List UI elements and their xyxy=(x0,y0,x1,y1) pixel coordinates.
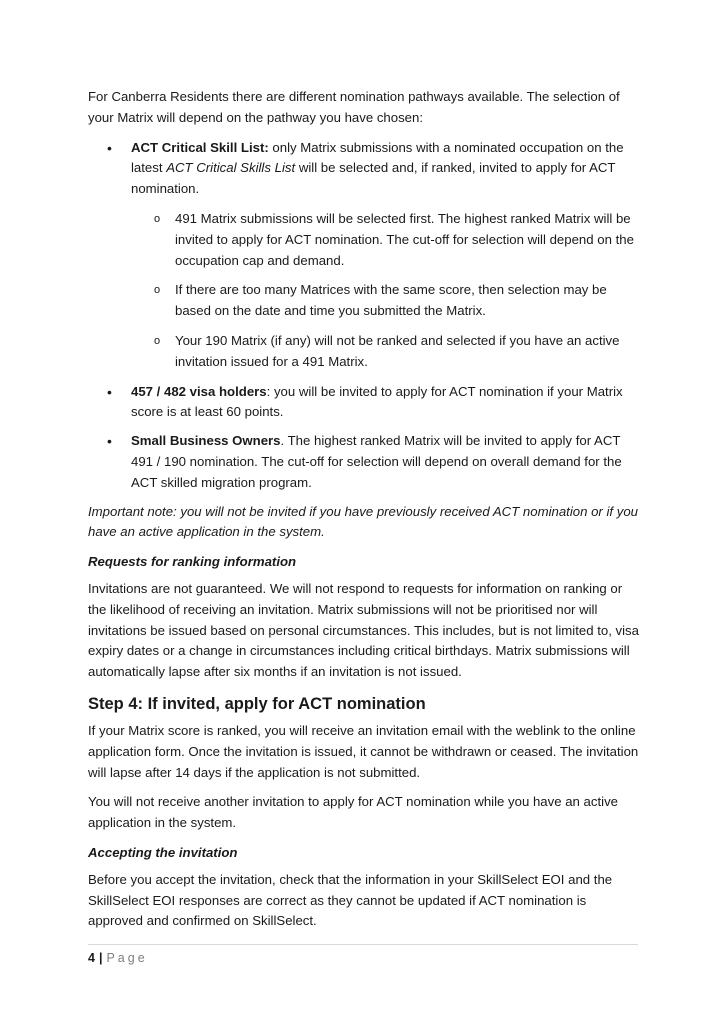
pathway-title: Small Business Owners xyxy=(131,433,281,449)
pathway-title: ACT Critical Skill List: xyxy=(131,139,269,155)
page-footer xyxy=(88,950,148,966)
step4-heading: Step 4: If invited, apply for ACT nomination xyxy=(88,694,426,713)
pathway-text: . The highest ranked Matrix will be invited to apply for ACT 491 / 190 nomination. The cut-off for selection will depend on overall demand for the ACT skilled migration program. xyxy=(131,433,622,490)
critical-skill-sublist xyxy=(131,209,640,373)
ranking-heading: Requests for ranking information xyxy=(88,554,297,570)
page-content xyxy=(88,87,640,941)
pathway-text: only Matrix submissions with a nominated occupation on the latest xyxy=(131,139,624,176)
pathway-title: 457 / 482 visa holders xyxy=(131,383,267,399)
sub-item: o Your 190 Matrix (if any) will not be ranked and selected if you have an active invitation issued for a 491 Matrix. xyxy=(131,331,640,373)
pathway-critical-skill xyxy=(88,138,640,373)
important-note: Important note: you will not be invited if you have previously received ACT nomination or if you have an active application in the system. xyxy=(88,503,639,540)
accepting-heading: Accepting the invitation xyxy=(88,844,238,860)
page-number: 4 xyxy=(88,951,95,965)
page-label: Page xyxy=(106,951,148,965)
sub-item: o 491 Matrix submissions will be selected first. The highest ranked Matrix will be invited to apply for ACT nomination. The cut-off for selection will depend on the occupation cap and demand. xyxy=(131,209,640,271)
footer-divider xyxy=(88,944,638,945)
intro-paragraph: For Canberra Residents there are different nomination pathways available. The selection of your Matrix will depend on the pathway you have chosen: xyxy=(88,89,620,125)
critical-skills-list-name: ACT Critical Skills List xyxy=(166,160,296,176)
pathway-text: will be selected and, if ranked, invited to apply for ACT nomination. xyxy=(131,160,616,197)
ranking-paragraph: Invitations are not guaranteed. We will not respond to requests for information on ranking or the likelihood of receiving an invitation. Matrix submissions will not be prioritised nor will invitations be issued based on personal circumstances. This includes, but is not limited to, visa expiry dates or a change in circumstances including critical birthdays. Matrix submissions will automatically lapse after six months if an invitation is not issued. xyxy=(88,580,639,680)
accepting-paragraph: Before you accept the invitation, check that the information in your SkillSelect EOI and the SkillSelect EOI responses are correct as they cannot be updated if ACT nomination is approved and confirmed on SkillSelect. xyxy=(88,871,613,929)
step4-paragraph-2: You will not receive another invitation to apply for ACT nomination while you have an active application in the system. xyxy=(88,794,619,831)
footer-separator: | xyxy=(98,951,103,965)
pathway-visa-holders xyxy=(88,382,640,424)
step4-paragraph-1: If your Matrix score is ranked, you will receive an invitation email with the weblink to the online application form. Once the invitation is issued, it cannot be withdrawn or ceased. The invitation will lapse after 14 days if the application is not submitted. xyxy=(88,722,639,780)
pathway-text: : you will be invited to apply for ACT nomination if your Matrix score is at least 60 points. xyxy=(131,383,623,420)
sub-item: o If there are too many Matrices with the same score, then selection may be based on the date and time you submitted the Matrix. xyxy=(131,280,640,322)
pathway-small-business xyxy=(88,431,640,493)
pathway-list xyxy=(88,138,640,494)
